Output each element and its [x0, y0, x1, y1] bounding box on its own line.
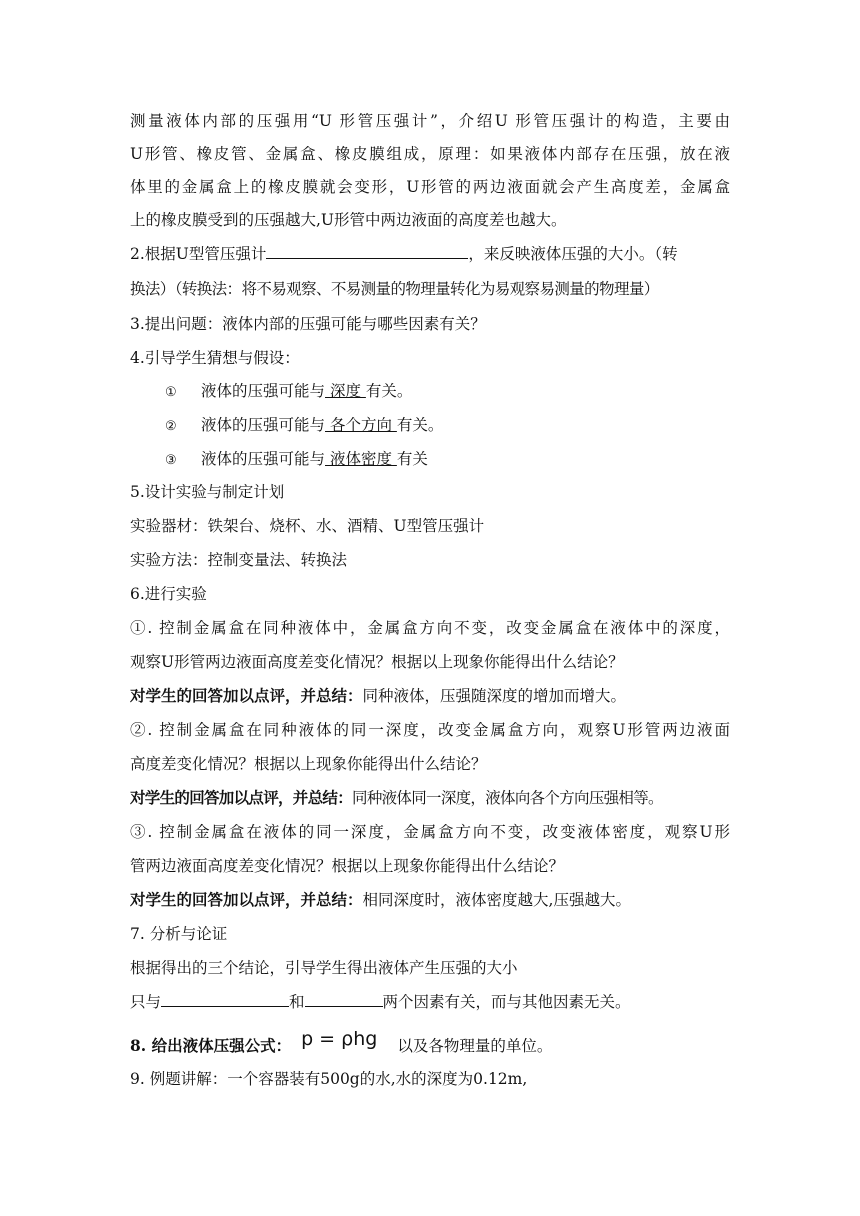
experiment-3-summary	[130, 887, 730, 913]
materials: 实验器材：铁架台、烧杯、水、酒精、U型管压强计	[130, 517, 485, 535]
analysis-line2	[130, 989, 730, 1015]
hypothesis-number: ②	[165, 419, 177, 434]
methods: 实验方法：控制变量法、转换法	[130, 551, 348, 569]
hypothesis-2	[165, 412, 765, 438]
hypothesis-3	[165, 446, 765, 472]
summary-text: 相同深度时，液体密度越大,压强越大。	[362, 891, 631, 909]
item-8-label: 8. 给出液体压强公式：	[130, 1036, 292, 1055]
experiment-1-line1	[130, 615, 730, 641]
hypothesis-suffix: 有关。	[396, 416, 444, 434]
item-2-line	[130, 241, 730, 267]
experiment-1-line2: 观察U形管两边液面高度差变化情况？根据以上现象你能得出什么结论？	[130, 653, 624, 671]
hypothesis-suffix: 有关。	[365, 382, 413, 400]
experiment-text: 控制金属盒在同种液体中，金属盒方向不变，改变金属盒在液体中的深度，	[152, 619, 730, 637]
item-6: 6.进行实验	[130, 585, 207, 603]
hypothesis-answer: 各个方向	[325, 416, 397, 434]
hypothesis-number: ①	[165, 385, 177, 400]
experiment-1-summary	[130, 683, 730, 709]
item-9: 9. 例题讲解：一个容器装有500g的水,水的深度为0.12m,	[130, 1070, 528, 1088]
experiment-number: ①.	[130, 619, 153, 637]
paragraph-line: 上的橡皮膜受到的压强越大,U形管中两边液面的高度差也越大。	[130, 211, 567, 229]
experiment-text: 控制金属盒在液体的同一深度，金属盒方向不变，改变液体密度，观察U形	[152, 823, 730, 841]
item-7: 7. 分析与论证	[130, 925, 228, 943]
item-2-before: 2.根据U型管压强计	[130, 245, 267, 263]
experiment-number: ②.	[130, 721, 153, 739]
summary-label: 对学生的回答加以点评，并总结：	[130, 788, 353, 807]
summary-label: 对学生的回答加以点评，并总结：	[130, 686, 363, 705]
hypothesis-prefix: 液体的压强可能与	[201, 382, 326, 400]
item-8-after: 以及各物理量的单位。	[397, 1037, 553, 1055]
summary-text: 同种液体，压强随深度的增加而增大。	[362, 687, 627, 705]
experiment-number: ③.	[130, 823, 153, 841]
experiment-text: 控制金属盒在同种液体的同一深度，改变金属盒方向，观察U形管两边液面	[152, 721, 730, 739]
hypothesis-number: ③	[165, 453, 177, 468]
analysis-line1: 根据得出的三个结论，引导学生得出液体产生压强的大小	[130, 959, 518, 977]
experiment-3-line1	[130, 819, 730, 845]
summary-text: 同种液体同一深度，液体向各个方向压强相等。	[352, 789, 663, 807]
analysis-text: 两个因素有关，而与其他因素无关。	[382, 993, 631, 1011]
hypothesis-answer: 深度	[325, 382, 366, 400]
experiment-2-line1	[130, 717, 730, 743]
item-2-line2: 换法）（转换法：将不易观察、不易测量的物理量转化为易观察易测量的物理量）	[130, 280, 659, 298]
fill-blank	[305, 989, 383, 1007]
analysis-text: 和	[289, 993, 305, 1011]
fill-blank	[266, 241, 468, 259]
hypothesis-suffix: 有关	[396, 450, 428, 468]
item-8	[130, 1028, 730, 1058]
hypothesis-prefix: 液体的压强可能与	[201, 416, 326, 434]
item-4: 4.引导学生猜想与假设：	[130, 349, 300, 367]
experiment-2-summary	[130, 785, 730, 811]
hypothesis-prefix: 液体的压强可能与	[201, 450, 326, 468]
item-5: 5.设计实验与制定计划	[130, 483, 285, 501]
hypothesis-1	[165, 378, 765, 404]
paragraph-line: U形管、橡皮管、金属盒、橡皮膜组成，原理：如果液体内部存在压强，放在液	[130, 145, 730, 163]
experiment-2-line2: 高度差变化情况？根据以上现象你能得出什么结论？	[130, 755, 487, 773]
item-2-after: ，来反映液体压强的大小。（转	[468, 245, 678, 263]
paragraph-line: 测量液体内部的压强用“U 形管压强计”，介绍U 形管压强计的构造，主要由	[130, 112, 730, 130]
item-3: 3.提出问题：液体内部的压强可能与哪些因素有关？	[130, 315, 486, 333]
hypothesis-answer: 液体密度	[325, 450, 397, 468]
summary-label: 对学生的回答加以点评，并总结：	[130, 890, 363, 909]
experiment-3-line2: 管两边液面高度差变化情况？根据以上现象你能得出什么结论？	[130, 857, 565, 875]
fill-blank	[161, 989, 289, 1007]
paragraph-line: 体里的金属盒上的橡皮膜就会变形，U形管的两边液面就会产生高度差，金属盒	[130, 178, 730, 196]
pressure-formula: p = ρhg	[301, 1028, 378, 1050]
analysis-text: 只与	[130, 993, 162, 1011]
